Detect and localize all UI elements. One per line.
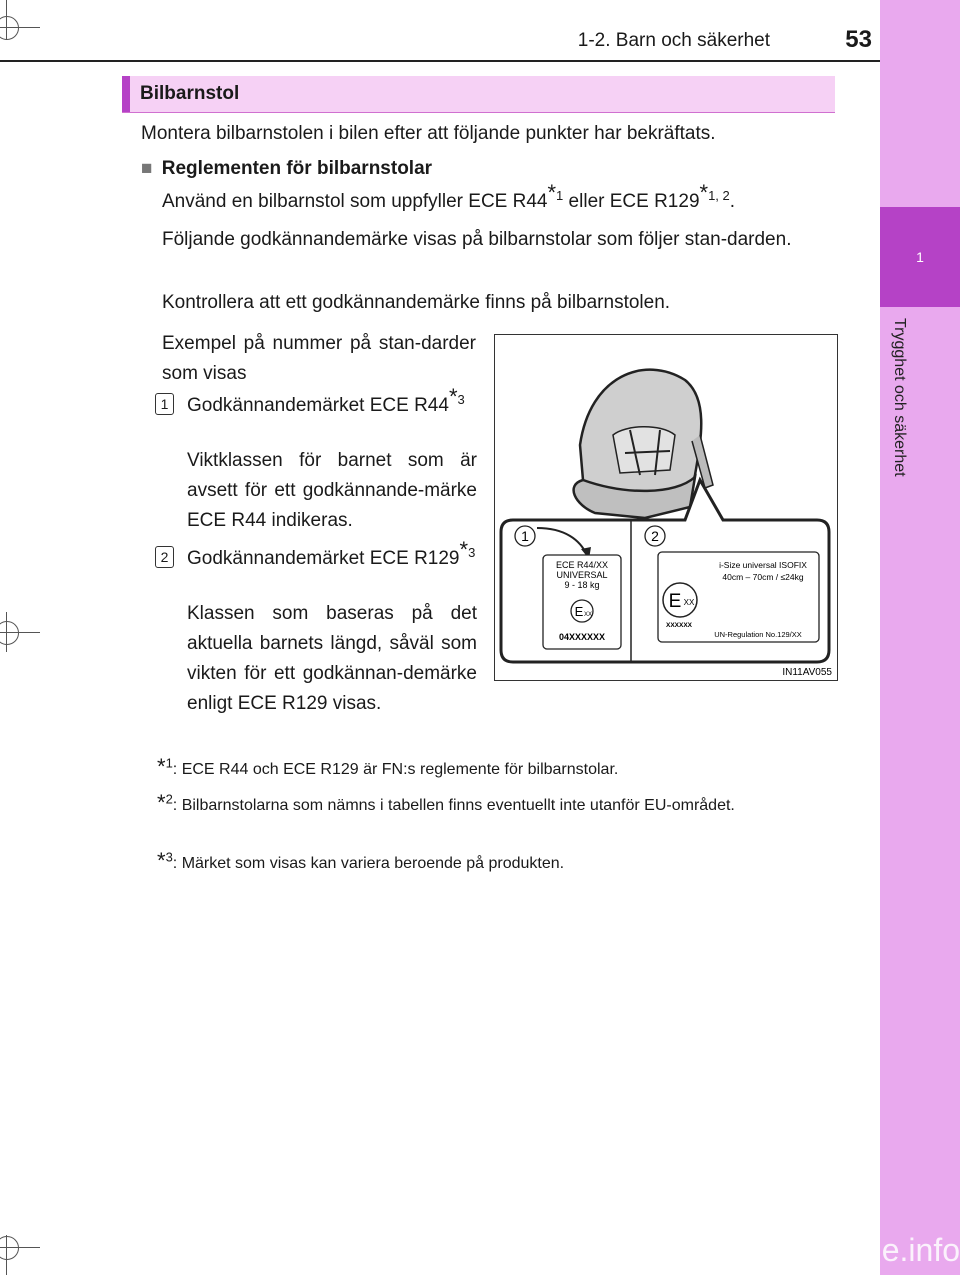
item-title-text: Godkännandemärket ECE R44 [187,395,449,416]
footnote-text: : Märket som visas kan variera beroende på produkten. [172,855,565,872]
text-span: Använd en bilbarnstol som uppfyller ECE R44 [162,191,548,212]
footnote-star: * [157,848,166,873]
r129-approval-number: XXXXXX [665,622,693,629]
r129-approval-mark-sub: XX [683,598,695,607]
text-span: . [729,191,736,212]
callout-number-1 [155,393,174,415]
r129-regulation: UN-Regulation No.129/XX [714,630,802,639]
footnote-star: * [459,536,469,562]
footnote-ref: 3 [468,544,476,560]
subsection-heading [141,154,841,184]
r44-label-line3: 9 - 18 kg [564,580,600,590]
crop-mark [0,1236,19,1260]
chapter-title-text: Trygghet och säkerhet [891,318,908,477]
child-seat-icon [574,370,713,518]
r129-label-line1: i-Size universal ISOFIX [719,560,807,570]
section-heading-bar [122,76,835,113]
intro-paragraph: Montera bilbarnstolen i bilen efter att följande punkter har bekräftats. [141,123,716,144]
r44-approval-mark-sub: XX [583,612,593,618]
r129-label-line2: 40cm – 70cm / ≤24kg [722,572,804,582]
watermark: carmanualsonline.info [648,1232,960,1268]
figure-code: IN11AV055 [782,667,832,678]
footnote-number: 2 [165,791,173,807]
footnote-text: : Bilbarnstolarna som nämns i tabellen finns eventuellt inte utanför EU-området. [172,797,735,814]
chapter-title [892,318,912,518]
subsection-title: Reglementen för bilbarnstolar [161,158,433,179]
r129-approval-mark: E [668,591,682,612]
approval-mark-paragraph: Följande godkännandemärke visas på bilbarnstolar som följer stan-darden. [162,229,792,250]
text-span: eller ECE R129 [563,191,700,212]
check-paragraph: Kontrollera att ett godkännandemärke finns på bilbarnstolen. [162,292,671,313]
header-rule [0,60,880,62]
item-2-description: Klassen som baseras på det aktuella barnets längd, såväl som vikten för ett godkännan-demärke enligt ECE R129 visas. [187,603,477,714]
crop-mark [0,621,19,645]
child-seat-illustration [495,335,837,680]
footnote-text: : ECE R44 och ECE R129 är FN:s reglemente för bilbarnstolar. [172,761,619,778]
chapter-sidebar [880,0,960,1275]
r44-approval-mark: E [574,604,584,619]
child-seat-figure [494,334,838,681]
footnote-star: * [157,754,166,779]
footnote-number: 1 [165,755,173,771]
footnote-star: * [699,179,709,205]
r44-label-line2: UNIVERSAL [556,570,608,580]
callout-number-2 [155,546,174,568]
callout-box: 1 [155,393,174,415]
footnote-ref: 3 [457,391,465,407]
footnote-number: 3 [165,849,173,865]
page-number: 53 [845,26,872,53]
item-1-title [187,383,477,421]
r44-label-line1: ECE R44/XX [555,560,609,570]
footnote-ref: 1 [556,187,564,203]
section-accent [122,76,130,112]
footnote-1 [157,756,847,781]
footnote-2 [157,792,847,817]
section-title: Bilbarnstol [140,83,240,104]
chapter-number-tab: 1 [880,207,960,307]
figure-callout-1: 1 [521,528,529,544]
callout-box: 2 [155,546,174,568]
figure-callout-2: 2 [651,528,659,544]
item-2-title [187,536,477,574]
item-title-text: Godkännandemärket ECE R129 [187,548,460,569]
footnote-ref: 1, 2 [708,187,730,203]
footnote-star: * [448,383,458,409]
standards-paragraph [162,179,842,217]
r44-approval-number: 04XXXXXX [558,632,606,642]
footnote-star: * [157,790,166,815]
running-header: 1-2. Barn och säkerhet [577,30,770,51]
item-1-description: Viktklassen för barnet som är avsett för ett godkännande-märke ECE R44 indikeras. [187,450,477,531]
bullet-square-icon: ■ [141,158,153,179]
footnote-3 [157,850,847,875]
example-paragraph: Exempel på nummer på stan-darder som visas [162,333,476,384]
footnote-star: * [547,179,557,205]
